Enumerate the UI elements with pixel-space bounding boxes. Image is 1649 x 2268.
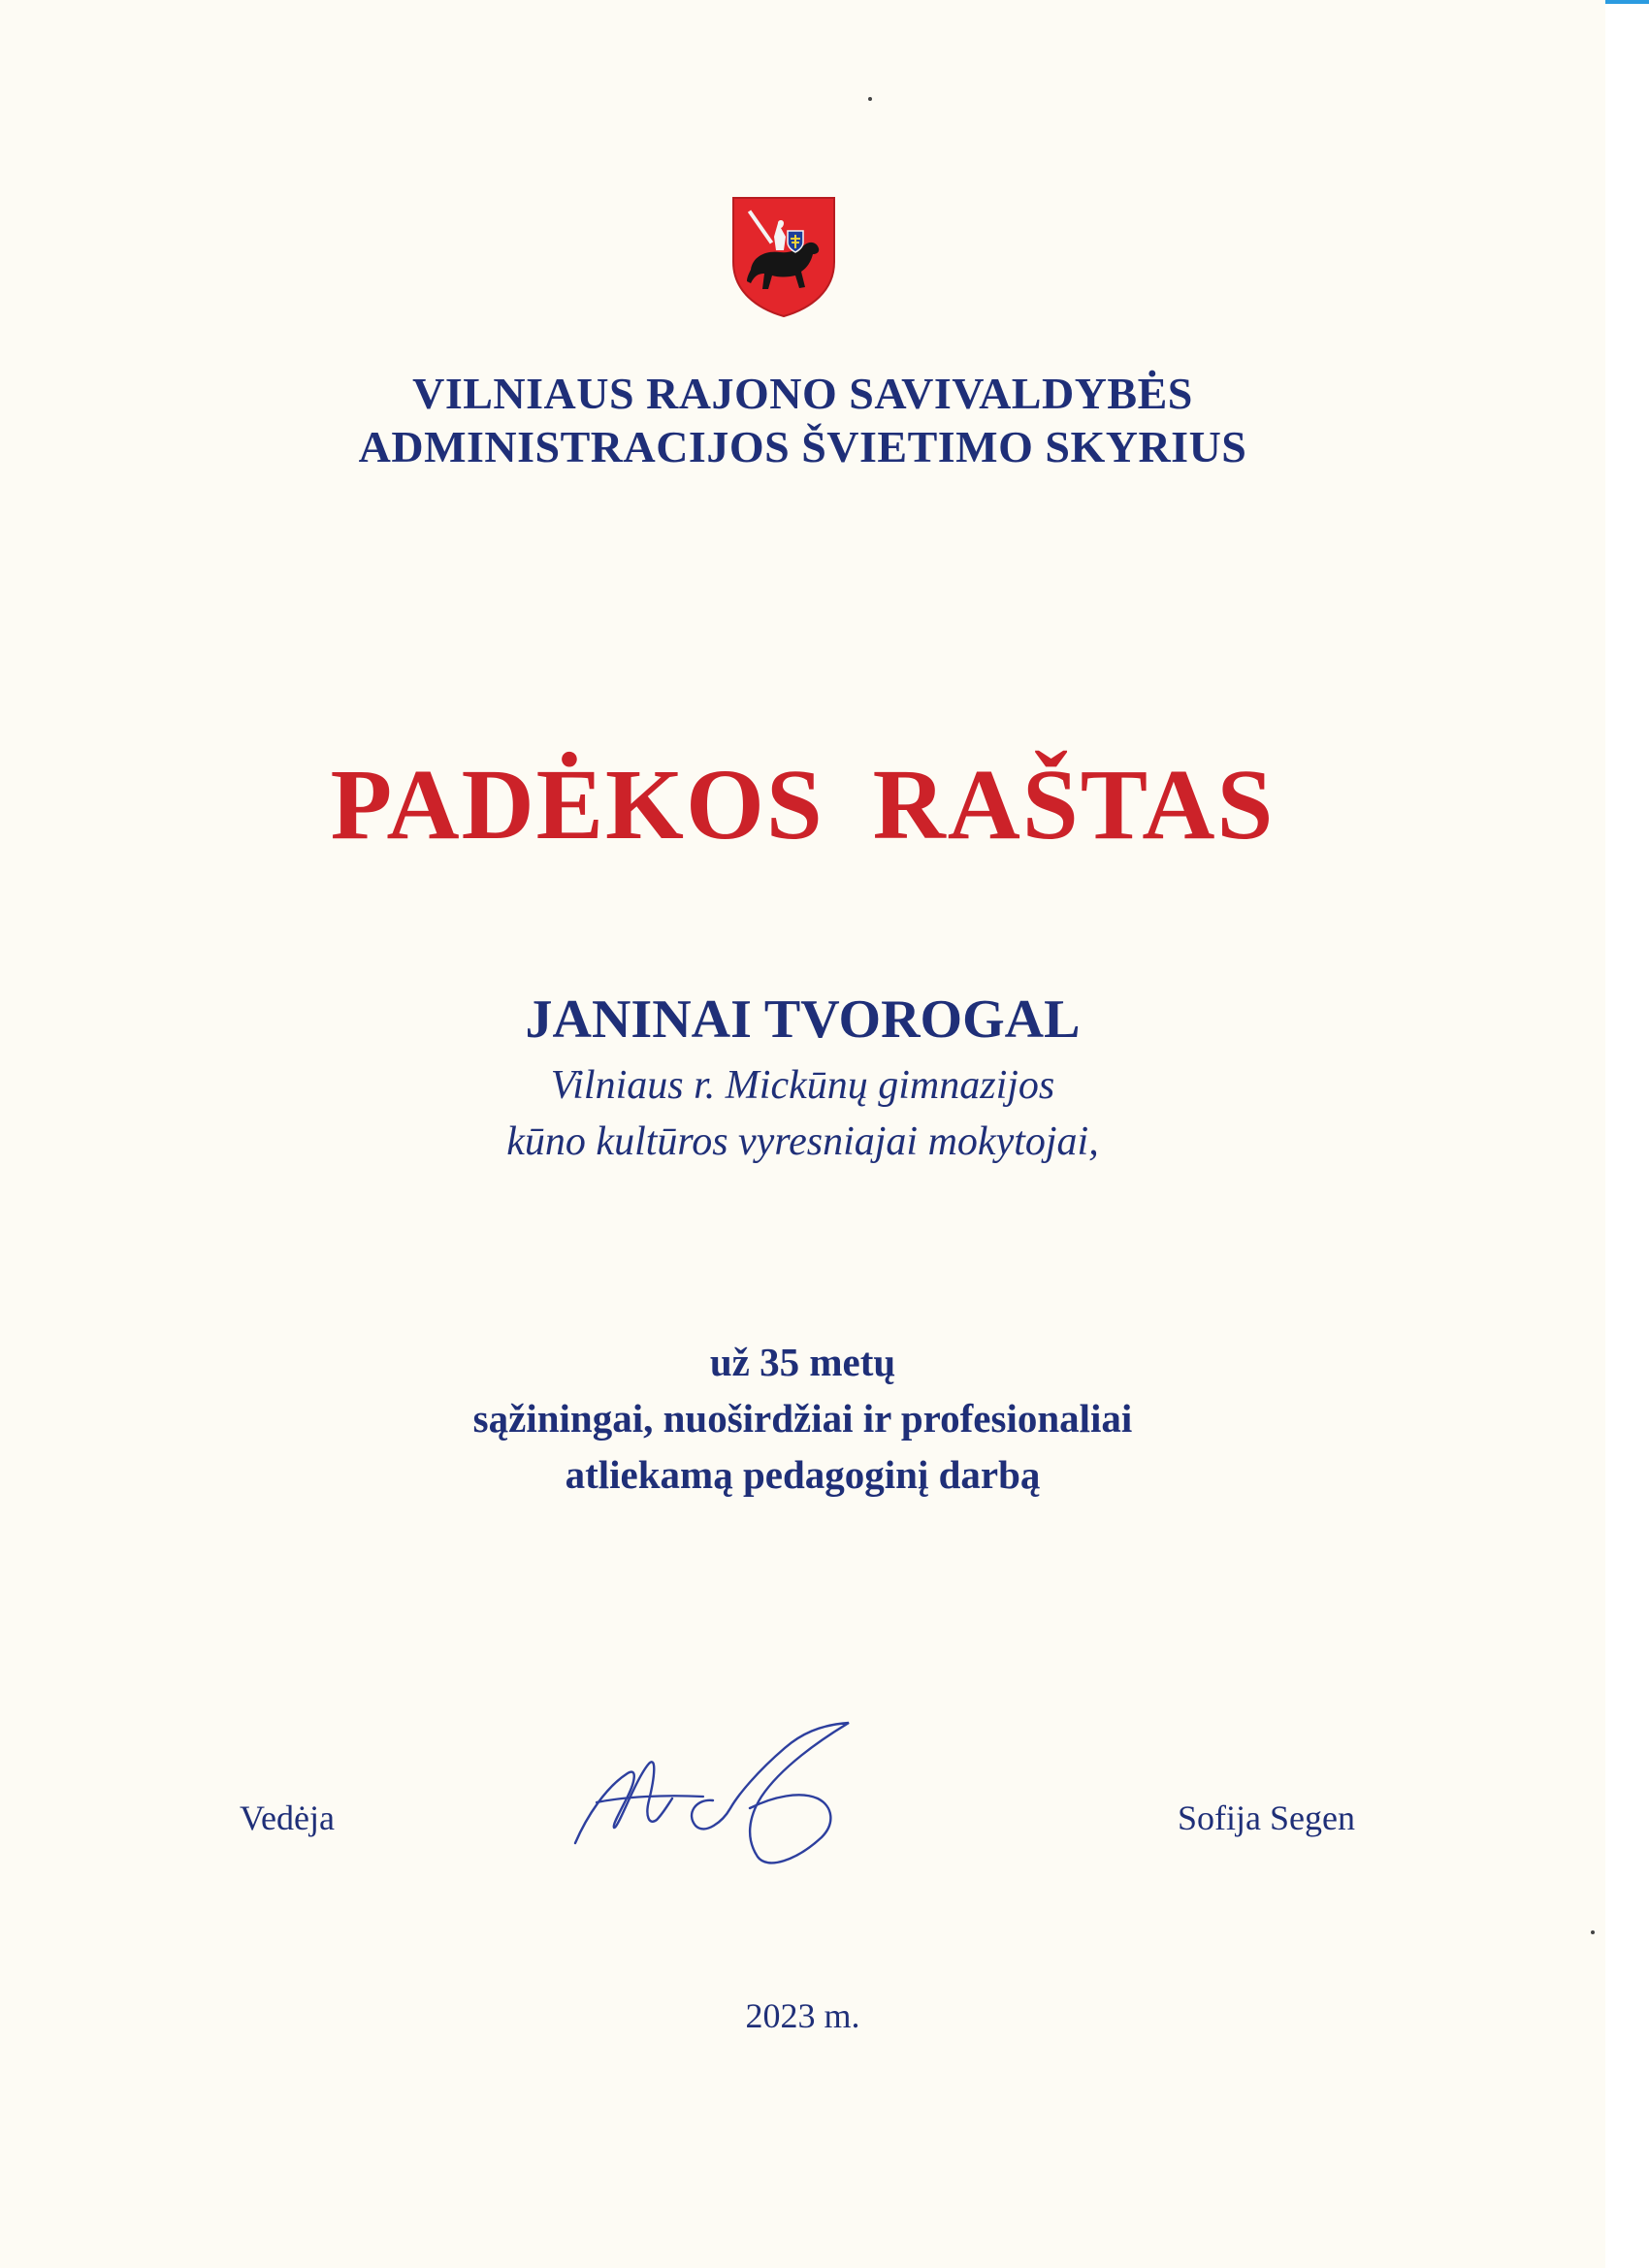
organization-line-2: ADMINISTRACIJOS ŠVIETIMO SKYRIUS bbox=[358, 422, 1247, 471]
award-reason-line-1: už 35 metų bbox=[709, 1340, 896, 1384]
award-reason-line-3: atliekamą pedagoginį darbą bbox=[565, 1452, 1041, 1497]
award-reason-line-2: sąžiningai, nuoširdžiai ir profesionaliai bbox=[472, 1396, 1133, 1441]
signatory-position: Vedėja bbox=[240, 1798, 335, 1837]
coat-of-arms-icon bbox=[729, 194, 838, 318]
scan-speck bbox=[1591, 1930, 1595, 1934]
scan-edge-mark bbox=[1605, 0, 1649, 4]
award-reason bbox=[0, 1334, 1605, 1503]
organization-name bbox=[0, 367, 1605, 473]
handwritten-signature-icon bbox=[567, 1719, 878, 1874]
signatory-name: Sofija Segen bbox=[1178, 1798, 1355, 1837]
organization-line-1: VILNIAUS RAJONO SAVIVALDYBĖS bbox=[412, 369, 1193, 418]
recipient-role-line-2: kūno kultūros vyresniajai mokytojai, bbox=[506, 1119, 1099, 1164]
recipient-name: JANINAI TVOROGAL bbox=[525, 989, 1081, 1050]
recipient-role bbox=[0, 1057, 1605, 1170]
scan-speck bbox=[868, 97, 872, 101]
certificate-year: 2023 m. bbox=[745, 1996, 860, 2035]
recipient-role-line-1: Vilniaus r. Mickūnų gimnazijos bbox=[550, 1063, 1055, 1108]
scan-edge bbox=[1605, 0, 1649, 2268]
certificate-title: PADĖKOS RAŠTAS bbox=[330, 749, 1276, 860]
